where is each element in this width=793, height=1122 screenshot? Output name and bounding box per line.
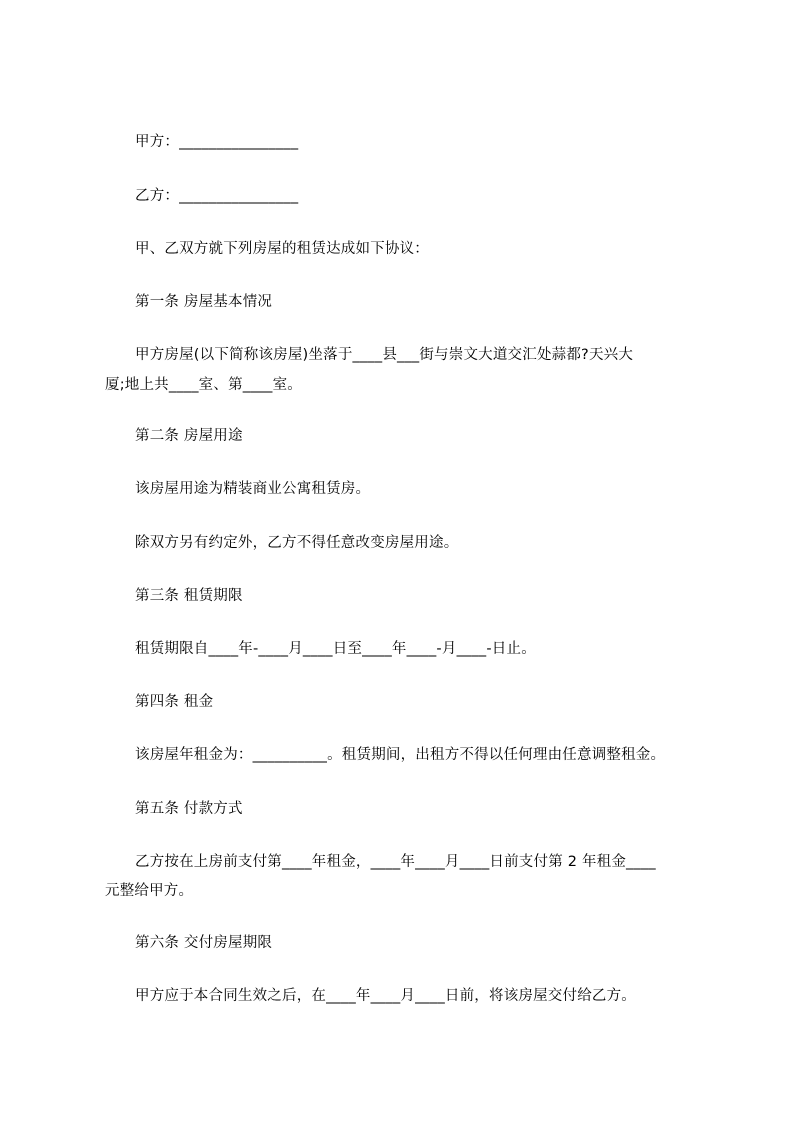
article3-body: 租赁期限自____年-____月____日至____年____-月____-日止。 <box>135 641 536 657</box>
article1-body-line2: 厦;地上共____室、第____室。 <box>105 377 302 393</box>
party-a-line: 甲方：________________ <box>135 134 299 150</box>
article3-title: 第三条 租赁期限 <box>135 588 243 604</box>
article1-body-line1: 甲方房屋(以下简称该房屋)坐落于____县___街与崇文大道交汇处蒜都?天兴大 <box>135 347 634 363</box>
article5-body-line2: 元整给甲方。 <box>105 883 194 899</box>
article2-body2: 除双方另有约定外，乙方不得任意改变房屋用途。 <box>135 535 459 551</box>
article5-body-line1: 乙方按在上房前支付第____年租金，____年____月____日前支付第 2 年租金____ <box>135 854 656 870</box>
article6-body: 甲方应于本合同生效之后，在____年____月____日前，将该房屋交付给乙方。 <box>135 988 636 1004</box>
party-b-line: 乙方：________________ <box>135 188 299 204</box>
article2-body1: 该房屋用途为精装商业公寓租赁房。 <box>135 481 371 497</box>
article1-title: 第一条 房屋基本情况 <box>135 294 273 310</box>
article4-body: 该房屋年租金为：__________。租赁期间，出租方不得以任何理由任意调整租金。 <box>135 747 666 763</box>
article2-title: 第二条 房屋用途 <box>135 428 243 444</box>
article6-title: 第六条 交付房屋期限 <box>135 935 273 951</box>
intro-paragraph: 甲、乙双方就下列房屋的租赁达成如下协议： <box>135 241 429 257</box>
article4-title: 第四条 租金 <box>135 694 214 710</box>
article5-title: 第五条 付款方式 <box>135 801 243 817</box>
